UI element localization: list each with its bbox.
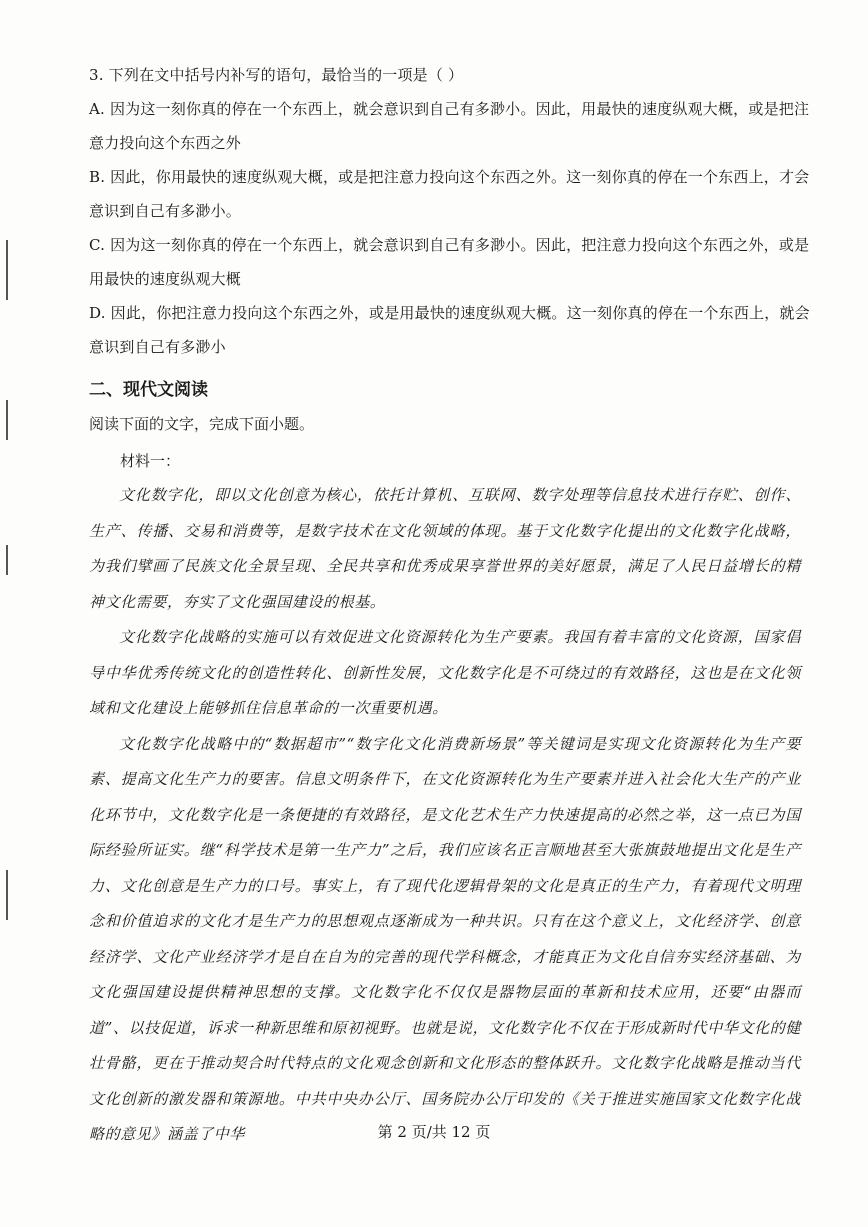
margin-binding-mark <box>6 870 8 920</box>
margin-binding-mark <box>6 400 8 440</box>
section-heading: 二、现代文阅读 <box>89 380 208 400</box>
option-b: B. 因此，你用最快的速度纵观大概，或是把注意力投向这个东西之外。这一刻你真的停在一个东西上，才会意识到自己有多渺小。 <box>89 168 810 220</box>
option-a: A. 因为这一刻你真的停在一个东西上，就会意识到自己有多渺小。因此，用最快的速度纵观大概，或是把注意力投向这个东西之外 <box>89 100 810 152</box>
reading-instruction: 阅读下面的文字，完成下面小题。 <box>89 415 315 433</box>
margin-binding-mark <box>6 240 8 300</box>
material-label: 材料一： <box>120 452 181 470</box>
question-3 <box>89 58 814 364</box>
margin-binding-mark <box>6 545 8 575</box>
question-stem: 3. 下列在文中括号内补写的语句，最恰当的一项是（ ） <box>89 66 464 84</box>
article-paragraph: 文化数字化，即以文化创意为核心，依托计算机、互联网、数字处理等信息技术进行存贮、创作、生产、传播、交易和消费等，是数字技术在文化领域的体现。基于文化数字化提出的文化数字化战略，为我们擘画了民族文化全景呈现、全民共享和优秀成果享誉世界的美好愿景，满足了人民日益增长的精神文化需要，夯实了文化强国建设的根基。 <box>89 486 801 611</box>
option-c: C. 因为这一刻你真的停在一个东西上，就会意识到自己有多渺小。因此，把注意力投向这个东西之外，或是用最快的速度纵观大概 <box>89 236 810 288</box>
option-d: D. 因此，你把注意力投向这个东西之外，或是用最快的速度纵观大概。这一刻你真的停在一个东西上，就会意识到自己有多渺小 <box>89 304 810 356</box>
page-number: 第 2 页/共 12 页 <box>377 1123 491 1141</box>
article-body <box>89 478 801 1153</box>
article-paragraph: 文化数字化战略中的“数据超市”“数字化文化消费新场景”等关键词是实现文化资源转化为生产要素、提高文化生产力的要害。信息文明条件下，在文化资源转化为生产要素并进入社会化大生产的产业化环节中，文化数字化是一条便捷的有效路径，是文化艺术生产力快速提高的必然之举，这一点已为国际经验所证实。继“科学技术是第一生产力”之后，我们应该名正言顺地甚至大张旗鼓地提出文化是生产力、文化创意是生产力的口号。事实上，有了现代化逻辑骨架的文化是真正的生产力，有着现代文明理念和价值追求的文化才是生产力的思想观点逐渐成为一种共识。只有在这个意义上，文化经济学、创意经济学、文化产业经济学才是自在自为的完善的现代学科概念，才能真正为文化自信夯实经济基础、为文化强国建设提供精神思想的支撑。文化数字化不仅仅是器物层面的革新和技术应用，还要“由器而道”、以技促道，诉求一种新思维和原初视野。也就是说，文化数字化不仅在于形成新时代中华文化的健壮骨骼，更在于推动契合时代特点的文化观念创新和文化形态的整体跃升。文化数字化战略是推动当代文化创新的激发器和策源地。中共中央办公厅、国务院办公厅印发的《关于推进实施国家文化数字化战略的意见》涵盖了中华 <box>89 734 801 1143</box>
article-paragraph: 文化数字化战略的实施可以有效促进文化资源转化为生产要素。我国有着丰富的文化资源，国家倡导中华优秀传统文化的创造性转化、创新性发展，文化数字化是不可绕过的有效路径，这也是在文化领域和文化建设上能够抓住信息革命的一次重要机遇。 <box>89 628 801 717</box>
